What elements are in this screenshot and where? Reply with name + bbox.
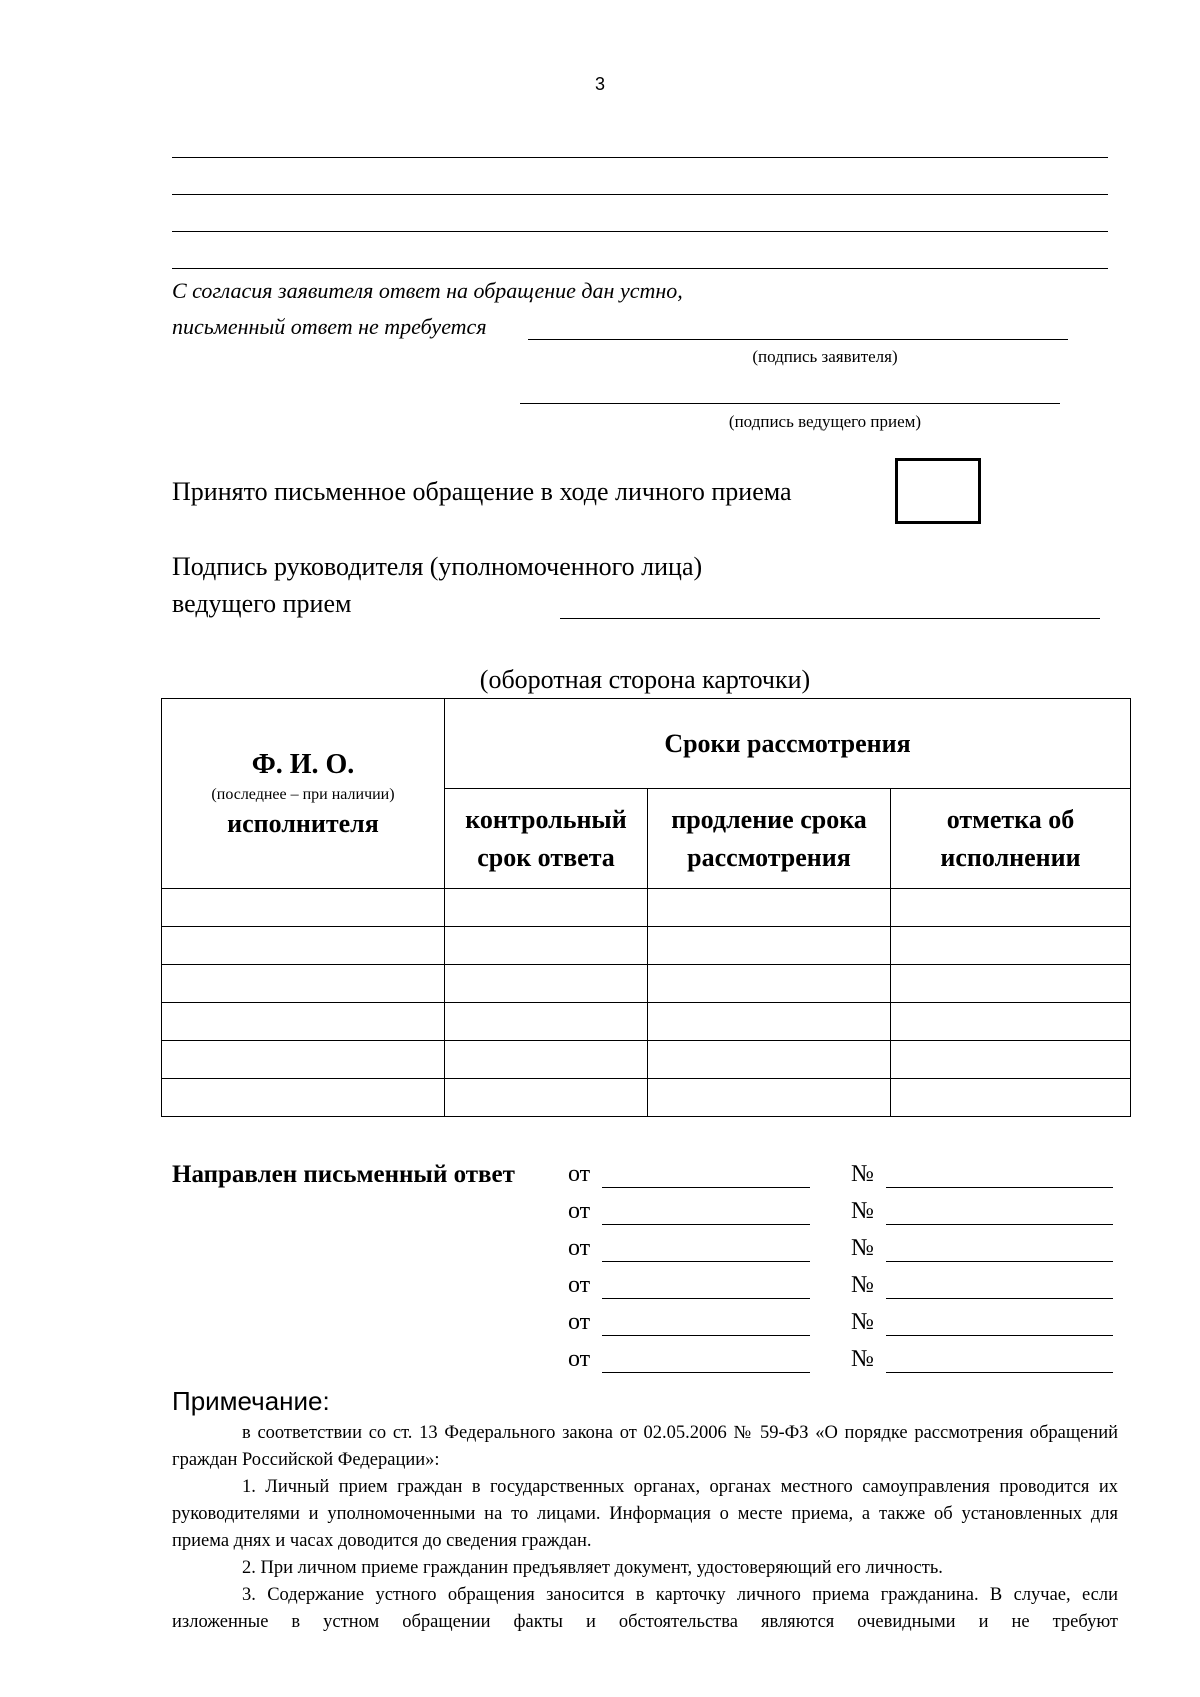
table-row: [162, 1079, 1131, 1117]
table-row: [162, 927, 1131, 965]
table-cell[interactable]: [891, 965, 1131, 1003]
table-cell[interactable]: [162, 889, 445, 927]
table-cell[interactable]: [648, 1003, 891, 1041]
response-number-line[interactable]: [886, 1298, 1113, 1299]
table-cell[interactable]: [648, 965, 891, 1003]
response-number-label: №: [851, 1346, 874, 1372]
response-row: [568, 1346, 1113, 1376]
extension-line-1: продление срока: [671, 804, 867, 834]
table-cell[interactable]: [648, 1041, 891, 1079]
note-title: Примечание:: [172, 1386, 330, 1416]
head-signature-label-1: Подпись руководителя (уполномоченного лица): [172, 552, 703, 581]
response-number-line[interactable]: [886, 1261, 1113, 1262]
table-cell[interactable]: [648, 1079, 891, 1117]
execution-mark-header: [891, 789, 1131, 889]
response-number-label: №: [851, 1161, 874, 1187]
table-cell[interactable]: [445, 1041, 648, 1079]
table-cell[interactable]: [445, 965, 648, 1003]
table-cell[interactable]: [162, 927, 445, 965]
table-cell[interactable]: [648, 889, 891, 927]
blank-line-4[interactable]: [172, 268, 1108, 269]
response-number-label: №: [851, 1272, 874, 1298]
table-row: [162, 889, 1131, 927]
head-signature-line[interactable]: [560, 618, 1100, 619]
blank-line-1[interactable]: [172, 157, 1108, 158]
response-number-line[interactable]: [886, 1372, 1113, 1373]
table-cell[interactable]: [162, 965, 445, 1003]
extension-line-2: рассмотрения: [687, 842, 851, 872]
table-cell[interactable]: [891, 1041, 1131, 1079]
host-signature-caption: (подпись ведущего прием): [728, 412, 922, 431]
accepted-written-label: Принято письменное обращение в ходе личного приема: [172, 477, 792, 506]
consent-line-2: письменный ответ не требуется: [172, 314, 487, 339]
note-body: [172, 1420, 1118, 1636]
response-date-line[interactable]: [602, 1261, 810, 1262]
note-paragraph-3: 2. При личном приеме гражданин предъявляет документ, удостоверяющий его личность.: [242, 1558, 943, 1578]
table-cell[interactable]: [445, 1079, 648, 1117]
fio-executor: исполнителя: [227, 809, 379, 839]
execution-mark-line-1: отметка об: [946, 804, 1075, 834]
table-cell[interactable]: [162, 1003, 445, 1041]
fio-header: [162, 699, 445, 889]
blank-line-2[interactable]: [172, 194, 1108, 195]
control-deadline-header: [445, 789, 648, 889]
response-from-label: от: [568, 1198, 591, 1224]
response-number-line[interactable]: [886, 1187, 1113, 1188]
control-deadline-line-1: контрольный: [465, 804, 627, 834]
response-number-line[interactable]: [886, 1335, 1113, 1336]
host-signature-line[interactable]: [520, 403, 1060, 404]
response-number-label: №: [851, 1309, 874, 1335]
response-date-line[interactable]: [602, 1372, 810, 1373]
applicant-signature-caption: (подпись заявителя): [752, 347, 898, 366]
table-cell[interactable]: [445, 889, 648, 927]
response-from-label: от: [568, 1272, 591, 1298]
table-cell[interactable]: [891, 1079, 1131, 1117]
response-row: [568, 1161, 1113, 1191]
note-paragraph-2: 1. Личный прием граждан в государственных органах, органах местного самоуправления проводится их руководителями и уполномоченными на то лицами. Информация о месте приема, а также об установленных для приема днях и часах доводится до сведения граждан.: [172, 1477, 1118, 1551]
response-from-label: от: [568, 1309, 591, 1335]
review-terms-table: [161, 698, 1131, 1117]
page-number: 3: [594, 74, 605, 94]
response-date-line[interactable]: [602, 1298, 810, 1299]
response-date-line[interactable]: [602, 1335, 810, 1336]
accepted-written-checkbox[interactable]: [895, 458, 981, 524]
response-from-label: от: [568, 1235, 591, 1261]
response-row: [568, 1235, 1113, 1265]
execution-mark-line-2: исполнении: [940, 842, 1081, 872]
table-cell[interactable]: [891, 927, 1131, 965]
fio-note: (последнее – при наличии): [211, 786, 395, 804]
applicant-signature-line[interactable]: [528, 339, 1068, 340]
response-title: Направлен письменный ответ: [172, 1161, 515, 1188]
table-cell[interactable]: [445, 927, 648, 965]
table-row: [162, 965, 1131, 1003]
response-number-line[interactable]: [886, 1224, 1113, 1225]
note-paragraph-4: 3. Содержание устного обращения заносится в карточку личного приема гражданина. В случае, если изложенные в устном обращении факты и обстоятельства являются очевидными и не требуют: [172, 1585, 1118, 1632]
terms-header: Сроки рассмотрения: [445, 699, 1131, 789]
table-cell[interactable]: [162, 1079, 445, 1117]
response-date-line[interactable]: [602, 1224, 810, 1225]
consent-line-1: С согласия заявителя ответ на обращение дан устно,: [172, 278, 683, 303]
fio-title: Ф. И. О.: [251, 748, 355, 780]
response-from-label: от: [568, 1161, 591, 1187]
control-deadline-line-2: срок ответа: [477, 842, 615, 872]
table-cell[interactable]: [648, 927, 891, 965]
card-back-caption: (оборотная сторона карточки): [479, 665, 811, 694]
note-paragraph-1: в соответствии со ст. 13 Федерального закона от 02.05.2006 № 59-ФЗ «О порядке рассмотрения обращений граждан Российской Федерации»:: [172, 1423, 1118, 1470]
response-date-line[interactable]: [602, 1187, 810, 1188]
table-row: [162, 1041, 1131, 1079]
table-cell[interactable]: [891, 889, 1131, 927]
response-row: [568, 1198, 1113, 1228]
response-from-label: от: [568, 1346, 591, 1372]
table-row: [162, 1003, 1131, 1041]
response-number-label: №: [851, 1198, 874, 1224]
response-row: [568, 1309, 1113, 1339]
table-cell[interactable]: [445, 1003, 648, 1041]
extension-header: [648, 789, 891, 889]
table-cell[interactable]: [162, 1041, 445, 1079]
blank-line-3[interactable]: [172, 231, 1108, 232]
table-cell[interactable]: [891, 1003, 1131, 1041]
response-number-label: №: [851, 1235, 874, 1261]
head-signature-label-2: ведущего прием: [172, 589, 352, 618]
response-row: [568, 1272, 1113, 1302]
